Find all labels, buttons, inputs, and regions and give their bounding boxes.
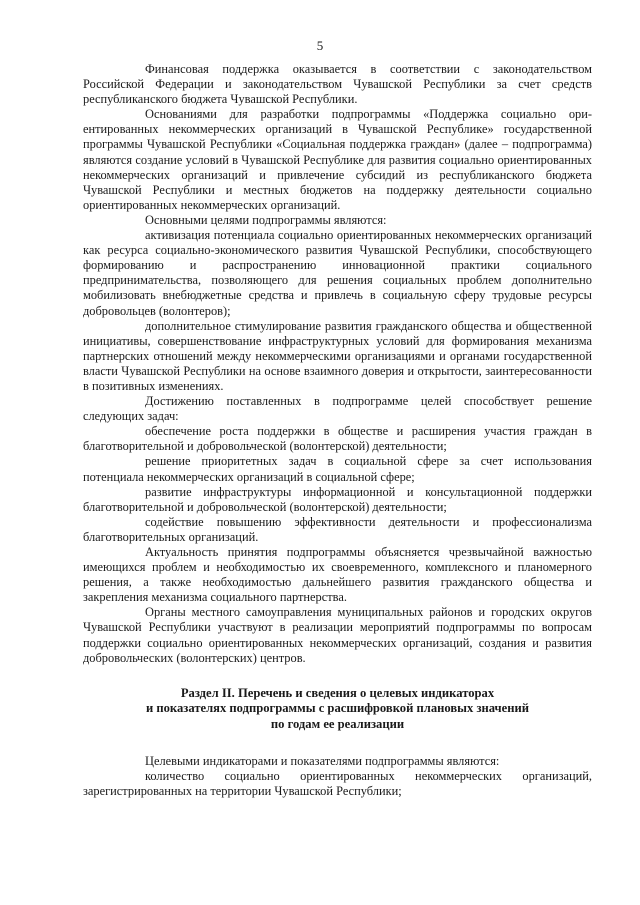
- paragraph: Органы местного самоуправления муниципальных районов и городских округов Чувашской Республики участвуют в реализации мероприятий подпрограммы по вопросам поддержки социально ориентированных некоммерческих организаций, создания и развития добровольческих (волонтерских) центров.: [83, 605, 592, 665]
- list-item: дополнительное стимулирование развития гражданского общества и общественной инициативы, совершенствование инфраструктурных условий для формирования механизма партнерских отношений между некоммерческими организациями и органами государственной власти Чувашской Республики на основе взаимного доверия и открытости, заинтересованности в позитивных изменениях.: [83, 318, 592, 393]
- section-heading-line: Раздел II. Перечень и сведения о целевых индикаторах: [180, 685, 495, 700]
- list-item: содействие повышению эффективности деятельности и профессионализма благотворительных организаций.: [83, 514, 592, 544]
- section-heading-line: по годам ее реализации: [270, 716, 405, 731]
- paragraph: Актуальность принятия подпрограммы объясняется чрезвычайной важностью имеющихся проблем и необходимостью их своевременного, комплексного и планомерного решения, а также необходимостью дальнейшего развития гражданского общества и закрепления механизма социального партнерства.: [83, 545, 592, 605]
- list-item: обеспечение роста поддержки в обществе и расширения участия граждан в благотворительной и добровольческой (волонтерской) деятельности;: [83, 424, 592, 454]
- paragraph: Основаниями для разработки подпрограммы «Поддержка социально ориентированных некоммерческих организаций в Чувашской Республике» государственной программы Чувашской Республики «Социальная поддержка граждан» (далее – подпрограмма) являются создание условий в Чувашской Республике для развития социально ориентированных некоммерческих организаций и привлечение субсидий из республиканского бюджета Чувашской Республики и местных бюджетов на поддержку деятельности социально ориентированных некоммерческих организаций.: [83, 107, 592, 212]
- paragraph: Основными целями подпрограммы являются:: [145, 212, 387, 227]
- list-item: решение приоритетных задач в социальной сфере за счет использования потенциала некоммерческих организаций в социальной сфере;: [83, 454, 592, 484]
- paragraph: Целевыми индикаторами и показателями подпрограммы являются:: [145, 753, 500, 768]
- paragraph: Достижению поставленных в подпрограмме целей способствует решение следующих задач:: [83, 394, 592, 424]
- section-heading: [83, 686, 592, 732]
- page-body: [83, 62, 592, 799]
- list-item: развитие инфраструктуры информационной и консультационной поддержки благотворительной и добровольческой (волонтерской) деятельности;: [83, 484, 592, 514]
- paragraph: Финансовая поддержка оказывается в соответствии с законодательством Российской Федерации и законодательством Чувашской Республики за счет средств республиканского бюджета Чувашской Республики.: [83, 62, 592, 107]
- section-heading-line: и показателях подпрограммы с расшифровкой плановых значений: [145, 701, 530, 716]
- list-item: активизация потенциала социально ориентированных некоммерческих организаций как ресурса социально-экономического развития Чувашской Республики, способствующего формированию и распространению инновационной практики социального предпринимательства, позволяющего для решения социальных проблем дополнительно мобилизовать внебюджетные средства и привлечь в социальную сферу трудовые ресурсы добровольцев (волонтеров);: [83, 228, 592, 318]
- list-item: количество социально ориентированных некоммерческих организаций, зарегистрированных на территории Чувашской Республики;: [83, 769, 592, 799]
- page-number: 5: [316, 38, 324, 53]
